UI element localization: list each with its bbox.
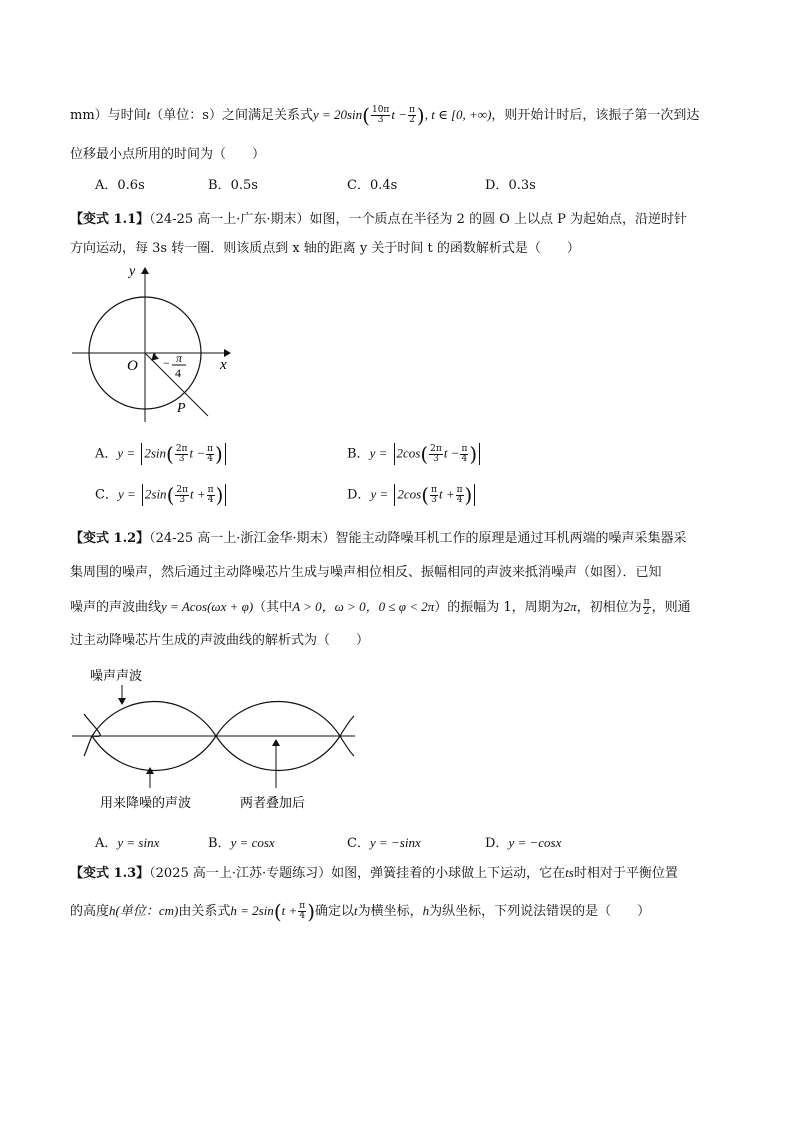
frac-den: 4	[207, 494, 214, 505]
paren-close: )	[469, 442, 478, 466]
option-text: 0.4s	[369, 178, 398, 193]
q3-var-t: t	[354, 903, 358, 918]
angle-sign: −	[163, 356, 170, 370]
option-text: y = −sinx	[369, 835, 421, 850]
frac-num: 2π	[175, 443, 188, 454]
q2-phase-frac	[643, 598, 651, 617]
option-fn: 2cos	[397, 486, 422, 502]
q1-option-b[interactable]	[347, 443, 482, 465]
q2-text-a: 噪声的声波曲线	[70, 600, 162, 615]
noise-wave-curve	[84, 712, 122, 741]
q3-text-a: （2025 高一上·江苏·专题练习）如图，弹簧挂着的小球做上下运动，它在	[149, 866, 566, 881]
option-frac1	[430, 486, 438, 505]
option-frac2	[460, 445, 468, 464]
frac-den: 3	[433, 453, 439, 464]
q0-frac1	[371, 106, 390, 125]
q0-frac2-num: π	[409, 105, 415, 115]
paren-close: )	[307, 899, 315, 924]
q2-text-c: ）的振幅为 1，周期为	[434, 600, 564, 615]
x-axis-label: x	[220, 357, 227, 373]
option-frac1	[175, 445, 189, 464]
option-letter: D．	[485, 178, 509, 193]
q2-line4: 过主动降噪芯片生成的声波曲线的解析式为（ ）	[70, 633, 370, 648]
paren-open: (	[420, 442, 429, 466]
q3-text-d: 由关系式	[178, 904, 231, 919]
option-frac2	[206, 445, 214, 464]
q0-frac1-den: 3	[377, 115, 384, 125]
option-frac2	[207, 486, 215, 505]
frac-num: 2π	[430, 443, 442, 454]
frac-den: 4	[456, 494, 463, 505]
q2-option-a[interactable]	[95, 834, 159, 853]
q3-text-c: 的高度	[70, 904, 110, 919]
q2-option-b[interactable]	[208, 834, 275, 853]
q0-text-c: （单位：s）之间满足关系式	[150, 108, 313, 123]
abs-bar-right	[474, 484, 475, 506]
option-letter: C．	[95, 487, 118, 503]
q0-option-c[interactable]	[347, 177, 397, 195]
angle-num: π	[176, 351, 183, 365]
frac-den: 3	[179, 494, 186, 505]
q0-var-t: t	[146, 107, 151, 122]
option-text: 0.6s	[117, 178, 145, 193]
q3-frac	[298, 902, 306, 921]
option-pre: y =	[117, 486, 136, 502]
q3-formula-pre: h = 2sin	[230, 903, 274, 918]
q0-line2: 位移最小点所用的时间为（ ）	[70, 147, 266, 162]
option-frac2	[456, 486, 464, 505]
option-letter: D．	[347, 487, 371, 503]
q0-text-a: mm）与时间	[70, 108, 147, 123]
frac-num: π	[207, 484, 214, 495]
q0-frac2	[408, 106, 416, 125]
cancel-wave-label: 用来降噪的声波	[100, 796, 192, 811]
option-fn: 2cos	[396, 445, 421, 461]
option-pre: y =	[370, 486, 389, 502]
option-letter: A．	[95, 178, 118, 193]
option-text: 0.3s	[508, 178, 536, 193]
option-fn: 2sin	[144, 486, 167, 502]
frac-den: 4	[207, 453, 213, 464]
point-p-label: P	[177, 401, 186, 416]
option-text: y = −cosx	[508, 835, 562, 850]
q0-line1	[70, 103, 700, 128]
q3-formula-mid: t +	[281, 903, 298, 918]
option-pre: y =	[369, 445, 388, 461]
sound-wave-diagram	[70, 660, 360, 820]
q2-tag: 【变式 1.2】	[70, 531, 150, 546]
q0-frac2-den: 2	[409, 115, 415, 125]
q2-line3	[70, 598, 691, 617]
paren-close: )	[215, 483, 224, 507]
origin-label: O	[127, 358, 138, 374]
q3-text-f: 为横坐标，	[357, 904, 423, 919]
abs-bar-left	[142, 484, 143, 506]
wave-tail-left	[84, 736, 92, 756]
q0-formula-post: , t ∈ [0, +∞)	[424, 107, 492, 122]
frac-num: π	[431, 484, 437, 495]
q3-var-h: h(单位：cm)	[109, 903, 179, 918]
option-letter: B．	[208, 178, 231, 193]
q2-period: 2π	[563, 599, 577, 614]
paren-close: )	[464, 483, 473, 507]
q1-option-c[interactable]	[95, 484, 228, 506]
option-frac1	[175, 486, 189, 505]
q0-formula-mid: t −	[391, 107, 407, 122]
option-letter: B．	[347, 446, 370, 462]
option-text: 0.5s	[230, 178, 258, 193]
q3-text-g: 为纵坐标，下列说法错误的是（ ）	[429, 904, 651, 919]
q2-option-d[interactable]	[485, 834, 561, 853]
abs-bar-left	[394, 443, 395, 465]
frac-den: 4	[299, 911, 306, 921]
q2-text-b: （其中	[253, 600, 293, 615]
q2-cond: A > 0，ω > 0，0 ≤ φ < 2π	[292, 599, 435, 614]
frac-num: π	[299, 901, 306, 911]
option-letter: C．	[347, 836, 370, 851]
option-letter: A．	[95, 446, 118, 462]
abs-bar-left	[394, 484, 395, 506]
option-pre: y =	[117, 445, 136, 461]
paren-open: (	[166, 442, 174, 466]
q2-text1: （24-25 高一上·浙江金华·期末）智能主动降噪耳机工作的原理是通过耳机两端的噪声采集器采	[149, 531, 687, 546]
q1-option-a[interactable]	[95, 443, 228, 465]
q2-text-d: ，初相位为	[576, 600, 642, 615]
frac-num: π	[643, 597, 650, 607]
q0-option-b[interactable]	[208, 177, 258, 195]
option-letter: A．	[95, 836, 118, 851]
q2-text-e: ，则通	[651, 600, 691, 615]
option-mid: t −	[443, 445, 460, 461]
q2-option-c[interactable]	[347, 834, 421, 853]
frac-num: π	[461, 443, 468, 454]
q3-tag: 【变式 1.3】	[70, 866, 150, 881]
option-mid: t +	[438, 486, 455, 502]
circle-diagram	[70, 262, 250, 427]
q3-var-ts: ts	[565, 865, 574, 880]
frac-den: 2	[643, 607, 650, 617]
q0-text-d: ，则开始计时后，该振子第一次到达	[491, 108, 700, 123]
option-fn: 2sin	[144, 445, 166, 461]
q1-line1	[70, 211, 687, 229]
q0-formula-pre: y = 20sin	[312, 107, 363, 122]
q2-line2: 集周围的噪声，然后通过主动降噪芯片生成与噪声相位相反、振幅相同的声波来抵消噪声（如图）．已知	[70, 565, 662, 580]
q3-line1	[70, 864, 678, 883]
paren-open: (	[273, 899, 282, 924]
q0-paren-close: )	[416, 103, 425, 128]
paren-close: )	[215, 442, 223, 466]
q3-text-e: 确定以	[315, 904, 355, 919]
option-text: y = sinx	[117, 835, 160, 850]
paren-open: (	[421, 483, 430, 507]
frac-num: 2π	[176, 484, 189, 495]
abs-bar-right	[225, 443, 226, 465]
abs-bar-right	[225, 484, 226, 506]
q0-option-d[interactable]	[485, 177, 536, 195]
q1-tag: 【变式 1.1】	[70, 212, 150, 227]
q1-line2: 方向运动，每 3s 转一圈．则该质点到 x 轴的距离 y 关于时间 t 的函数解析式是（ ）	[70, 241, 580, 256]
q1-text: （24-25 高一上·广东·期末）如图，一个质点在半径为 2 的圆 O 上以点 P 为起始点，沿逆时针	[149, 212, 687, 227]
q0-frac1-num: 10π	[371, 105, 390, 115]
q1-option-d[interactable]	[347, 484, 477, 506]
abs-bar-right	[479, 443, 480, 465]
frac-den: 4	[461, 453, 468, 464]
frac-num: π	[207, 443, 214, 454]
q3-var-h2: h	[422, 903, 430, 918]
option-mid: t −	[189, 445, 206, 461]
q0-paren-open: (	[362, 103, 370, 128]
q0-option-a[interactable]	[95, 177, 145, 195]
frac-den: 3	[178, 453, 185, 464]
option-frac1	[429, 445, 443, 464]
option-mid: t +	[190, 486, 206, 502]
y-axis-label: y	[129, 264, 136, 279]
option-letter: D．	[485, 836, 509, 851]
q2-formula: y = Acos(ωx + φ)	[161, 599, 254, 614]
noise-wave-label: 噪声声波	[90, 669, 143, 684]
sum-wave-label: 两者叠加后	[240, 796, 306, 811]
option-text: y = cosx	[230, 835, 275, 850]
frac-num: π	[456, 484, 463, 495]
option-letter: C．	[347, 178, 370, 193]
option-letter: B．	[208, 836, 231, 851]
q3-line2	[70, 899, 651, 924]
angle-arc	[152, 353, 155, 360]
paren-open: (	[166, 483, 175, 507]
abs-bar-left	[141, 443, 142, 465]
q3-text-b: 时相对于平衡位置	[573, 866, 678, 881]
frac-den: 3	[431, 494, 437, 505]
q2-line1	[70, 530, 687, 548]
angle-den: 4	[175, 366, 181, 380]
